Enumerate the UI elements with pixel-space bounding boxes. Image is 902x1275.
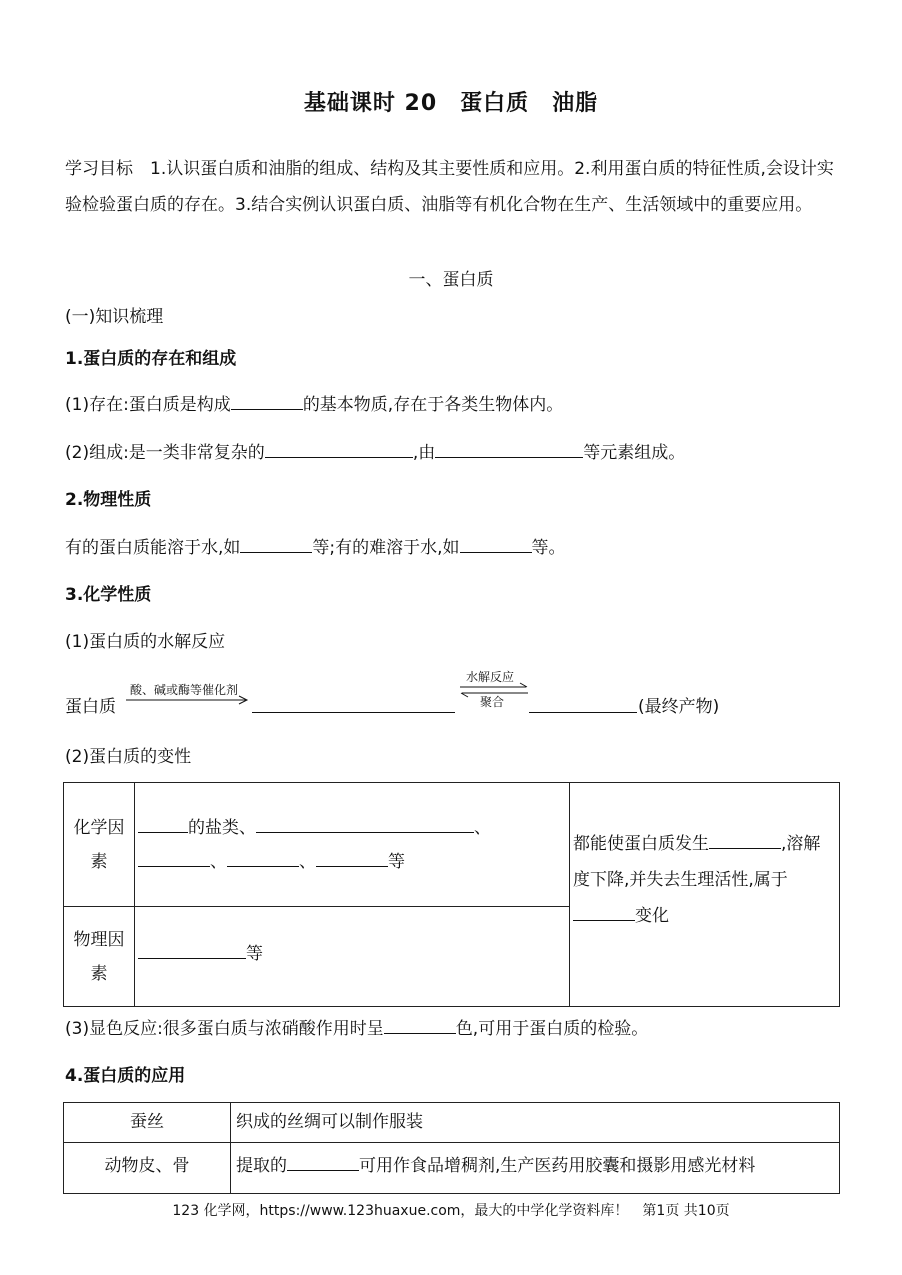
catalyst-condition: 酸、碱或酶等催化剂 [130,683,239,697]
blank-field [384,1017,456,1034]
blank-field [138,816,188,833]
composition-text-a: (2)组成:是一类非常复杂的 [65,443,265,463]
blank-field [256,816,474,833]
hydrolysis-start: 蛋白质 [65,697,116,717]
blank-field [709,832,781,849]
denaturation-title: (2)蛋白质的变性 [65,747,192,767]
color-reaction-text-b: 色,可用于蛋白质的检验。 [455,1019,649,1039]
denaturation-result: 都能使蛋白质发生 ,溶解度下降,并失去生理活性,属于变化 [570,783,840,1007]
heading-chemical-properties: 3.化学性质 [65,585,152,605]
chemical-factor-label: 化学因素 [64,783,135,907]
composition-text-c: 等元素组成。 [583,443,686,463]
physical-factor-label: 物理因素 [64,907,135,1007]
blank-field [138,850,210,867]
physical-text-b: 等;有的难溶于水,如 [312,538,460,558]
blank-field [460,536,532,553]
application-desc: 织成的丝绸可以制作服装 [231,1103,840,1143]
blank-field [240,536,312,553]
color-reaction-line [65,1014,648,1039]
application-desc: 提取的 可用作食品增稠剂,生产医药用胶囊和摄影用感光材料 [231,1143,840,1194]
section-heading-protein: 一、蛋白质 [408,270,494,290]
denaturation-table [63,782,840,1007]
blank-field [316,850,388,867]
existence-line [65,390,563,415]
polymerization-condition: 聚合 [480,695,505,709]
blank-field [573,904,635,921]
existence-text-a: (1)存在:蛋白质是构成 [65,395,231,415]
physical-text-a: 有的蛋白质能溶于水,如 [65,538,241,558]
subsection-heading: (一)知识梳理 [65,307,164,327]
heading-applications: 4.蛋白质的应用 [65,1066,186,1086]
application-name: 蚕丝 [64,1103,231,1143]
composition-line [65,438,685,463]
blank-field [529,696,637,713]
existence-text-b: 的基本物质,存在于各类生物体内。 [302,395,564,415]
blank-field [435,441,583,458]
color-reaction-text-a: (3)显色反应:很多蛋白质与浓硝酸作用时呈 [65,1019,384,1039]
physical-line [65,533,566,558]
chemical-factor-content: 的盐类、 、 、 、 等 [135,783,570,907]
forward-arrow [124,694,252,706]
final-product-label: (最终产物) [638,697,720,717]
heading-physical-properties: 2.物理性质 [65,490,152,510]
physical-text-c: 等。 [531,538,566,558]
physical-factor-content: 等 [135,907,570,1007]
blank-field [138,942,246,959]
learning-objectives: 学习目标 1.认识蛋白质和油脂的组成、结构及其主要性质和应用。2.利用蛋白质的特征性质,会设计实验检验蛋白质的存在。3.结合实例认识蛋白质、油脂等有机化合物在生产、生活领域中的重要应用。 [65,159,834,215]
hydrolysis-title: (1)蛋白质的水解反应 [65,632,226,652]
blank-field [265,441,413,458]
page-footer: 123 化学网，https://www.123huaxue.com，最大的中学化学资料库！ 第1页 共10页 [172,1203,730,1219]
application-name: 动物皮、骨 [64,1143,231,1194]
blank-field [287,1154,359,1171]
blank-field [231,393,303,410]
applications-table [63,1102,840,1194]
page-title: 基础课时 20 蛋白质 油脂 [303,91,599,116]
hydrolysis-condition: 水解反应 [466,670,515,684]
composition-text-b: ,由 [412,443,436,463]
blank-field [252,696,455,713]
blank-field [227,850,299,867]
heading-existence-composition: 1.蛋白质的存在和组成 [65,349,237,369]
